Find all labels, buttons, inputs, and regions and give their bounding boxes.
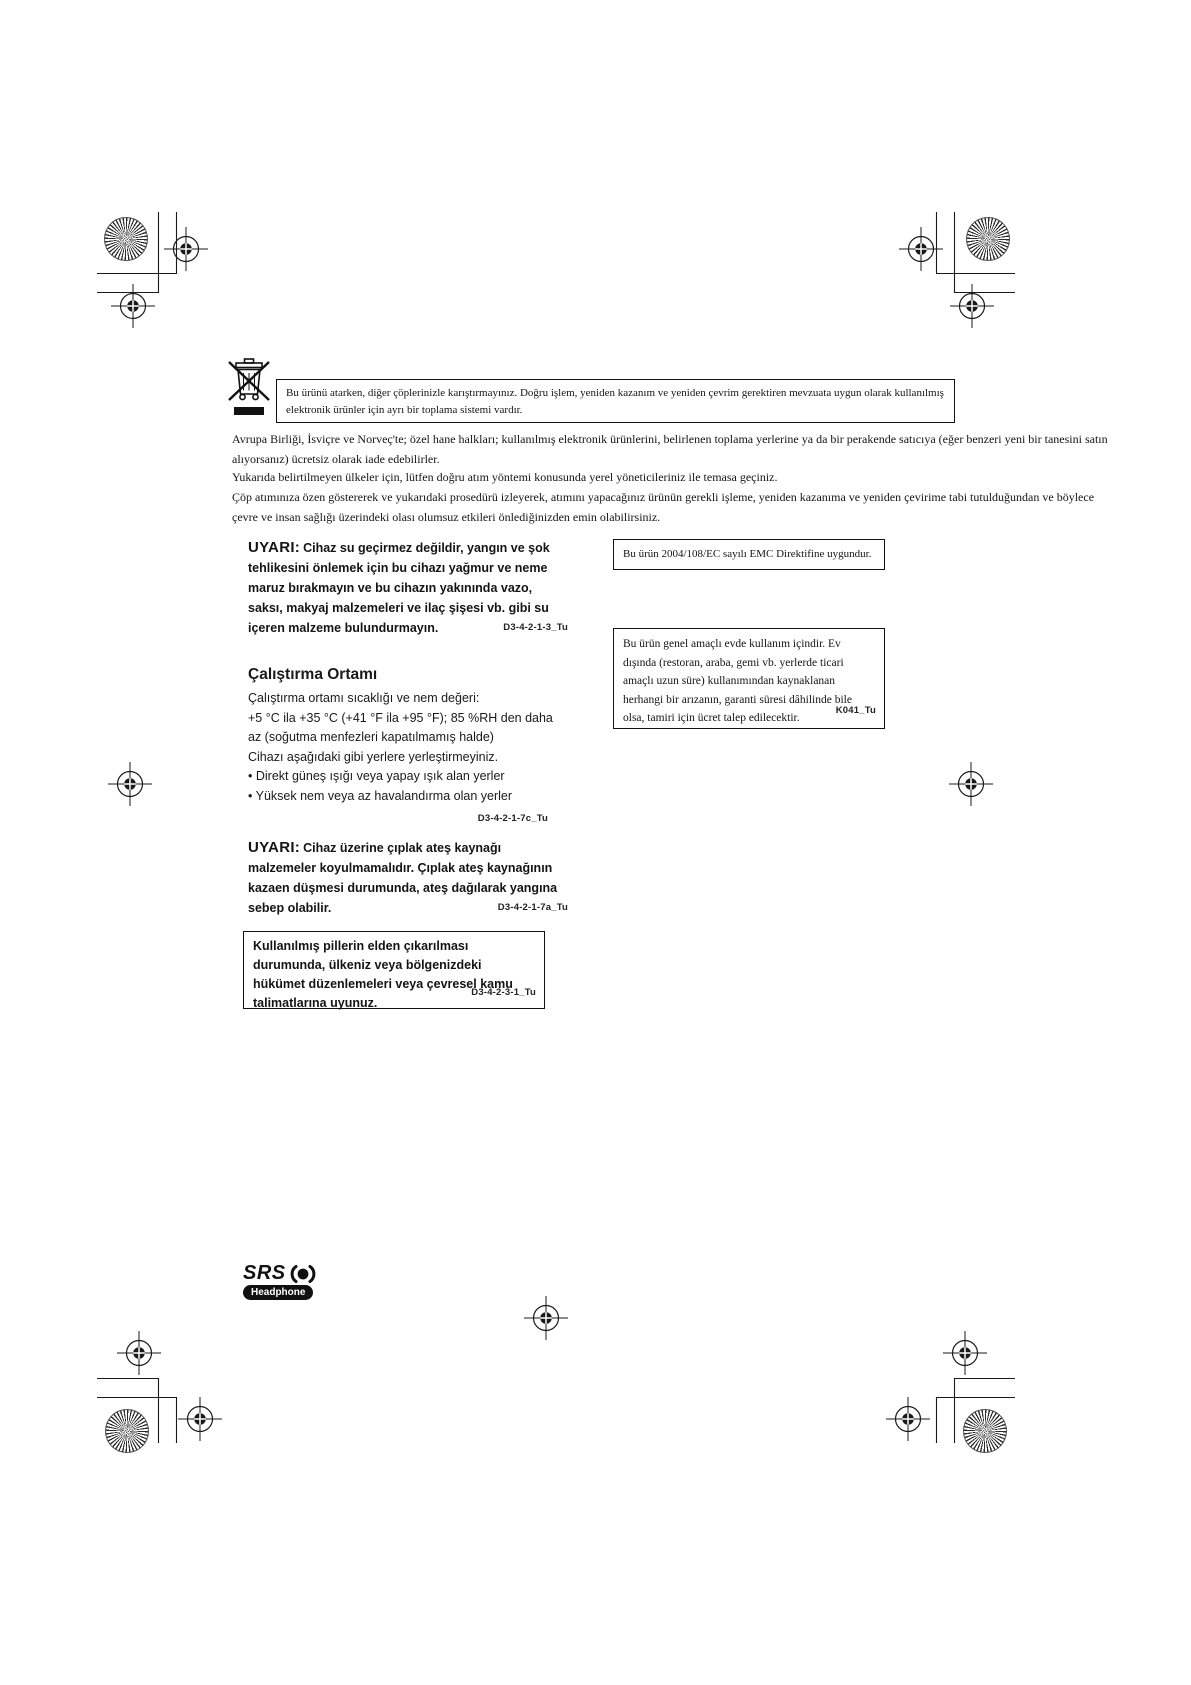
recycling-paragraph-1: Avrupa Birliği, İsviçre ve Norveç'te; özel hane halkları; kullanılmış elektronik ürünlerini, belirlenen toplama yerlerine ya da bir perakende satıcıya (eğer benzeri yeni bir tanesini satın alıyorsanız) ücretsiz olarak iade edebilirler. <box>232 432 1108 466</box>
weee-notice-text: Bu ürünü atarken, diğer çöplerinizle karıştırmayınız. Doğru işlem, yeniden kazanım ve yeniden çevrim gerektiren mevzuata uygun olarak kullanılmış elektronik ürünler için ayrı bir toplama sistemi vardır. <box>286 387 944 416</box>
operating-bullet: • Direkt güneş ışığı veya yapay ışık alan yerler <box>248 769 505 783</box>
srs-headphone-label: Headphone <box>243 1285 313 1300</box>
warning-label: UYARI: <box>248 539 301 556</box>
warning-flame-text: Cihaz üzerine çıplak ateş kaynağı malzemeler koyulmamalıdır. Çıplak ateş kaynağının kazaen düşmesi durumunda, ateş dağılarak yangına sebep olabilir. <box>248 841 558 915</box>
operating-line: az (soğutma menfezleri kapatılmamış halde) <box>248 730 494 744</box>
operating-environment-title: Çalıştırma Ortamı <box>248 666 378 683</box>
recycling-paragraph-2: Yukarıda belirtilmeyen ülkeler için, lütfen doğru atım yöntemi konusunda yerel yöneticileriniz ile temasa geçiniz. <box>232 470 778 484</box>
warning-water-block <box>248 538 570 638</box>
home-use-notice-box <box>613 628 885 729</box>
battery-disposal-box <box>243 931 545 1009</box>
operating-line: +5 °C ila +35 °C (+41 °F ila +95 °F); 85 %RH den daha <box>248 710 553 725</box>
registration-moire-circle <box>963 1409 1007 1453</box>
warning-flame-block <box>248 838 570 918</box>
battery-disposal-code: D3-4-2-3-1_Tu <box>471 987 536 998</box>
weee-notice-box <box>276 379 955 423</box>
weee-bin-icon <box>227 352 271 420</box>
registration-moire-circle <box>966 217 1010 261</box>
warning-water-text: Cihaz su geçirmez değildir, yangın ve şok tehlikesini önlemek için bu cihazı yağmur ve neme maruz bırakmayın ve bu cihazın yakınında vazo, saksı, makyaj malzemeleri ve ilaç şişesi vb. gibi su içeren malzeme bulundurmayın. <box>248 541 550 635</box>
warning-flame-code: D3-4-2-1-7a_Tu <box>497 902 568 913</box>
emc-directive-text: Bu ürün 2004/108/EC sayılı EMC Direktifine uygundur. <box>623 548 872 560</box>
srs-headphone-logo <box>243 1262 323 1300</box>
operating-environment-section <box>248 664 553 829</box>
operating-bullet: • Yüksek nem veya az havalandırma olan yerler <box>248 788 513 803</box>
registration-moire-circle <box>105 1409 149 1453</box>
operating-line: Çalıştırma ortamı sıcaklığı ve nem değeri: <box>248 691 480 705</box>
home-use-notice-text: Bu ürün genel amaçlı evde kullanım içindir. Ev dışında (restoran, araba, gemi vb. yerlerde ticari amaçlı uzun süre) kullanımından kaynaklanan herhangi bir arızanın, garanti süresi dâhilinde bile olsa, tamiri için ücret talep edilecektir. <box>623 638 852 725</box>
home-use-code: K041_Tu <box>835 705 876 717</box>
operating-code: D3-4-2-1-7c_Tu <box>477 813 548 824</box>
srs-brand-text: SRS <box>243 1262 286 1284</box>
battery-disposal-text: Kullanılmış pillerin elden çıkarılması durumunda, ülkeniz veya bölgenizdeki hükümet düzenlemeleri veya çevresel kamu talimatlarına uyunuz. <box>253 939 513 1010</box>
operating-line: Cihazı aşağıdaki gibi yerlere yerleştirmeyiniz. <box>248 749 499 764</box>
recycling-paragraph-3: Çöp atımınıza özen göstererek ve yukarıdaki prosedürü izleyerek, atımını yapacağınız ürünün gerekli işleme, yeniden kazanıma ve yeniden çevirime tabi tutulduğundan ve böylece çevre ve insan sağlığı üzerindeki olası olumsuz etkileri önlediğinizden emin olabilirsiniz. <box>232 490 1095 524</box>
warning-water-code: D3-4-2-1-3_Tu <box>503 622 568 633</box>
registration-moire-circle <box>104 217 148 261</box>
warning-label: UYARI: <box>248 839 301 856</box>
emc-directive-box <box>613 539 885 570</box>
srs-dot-icon <box>287 1264 319 1284</box>
